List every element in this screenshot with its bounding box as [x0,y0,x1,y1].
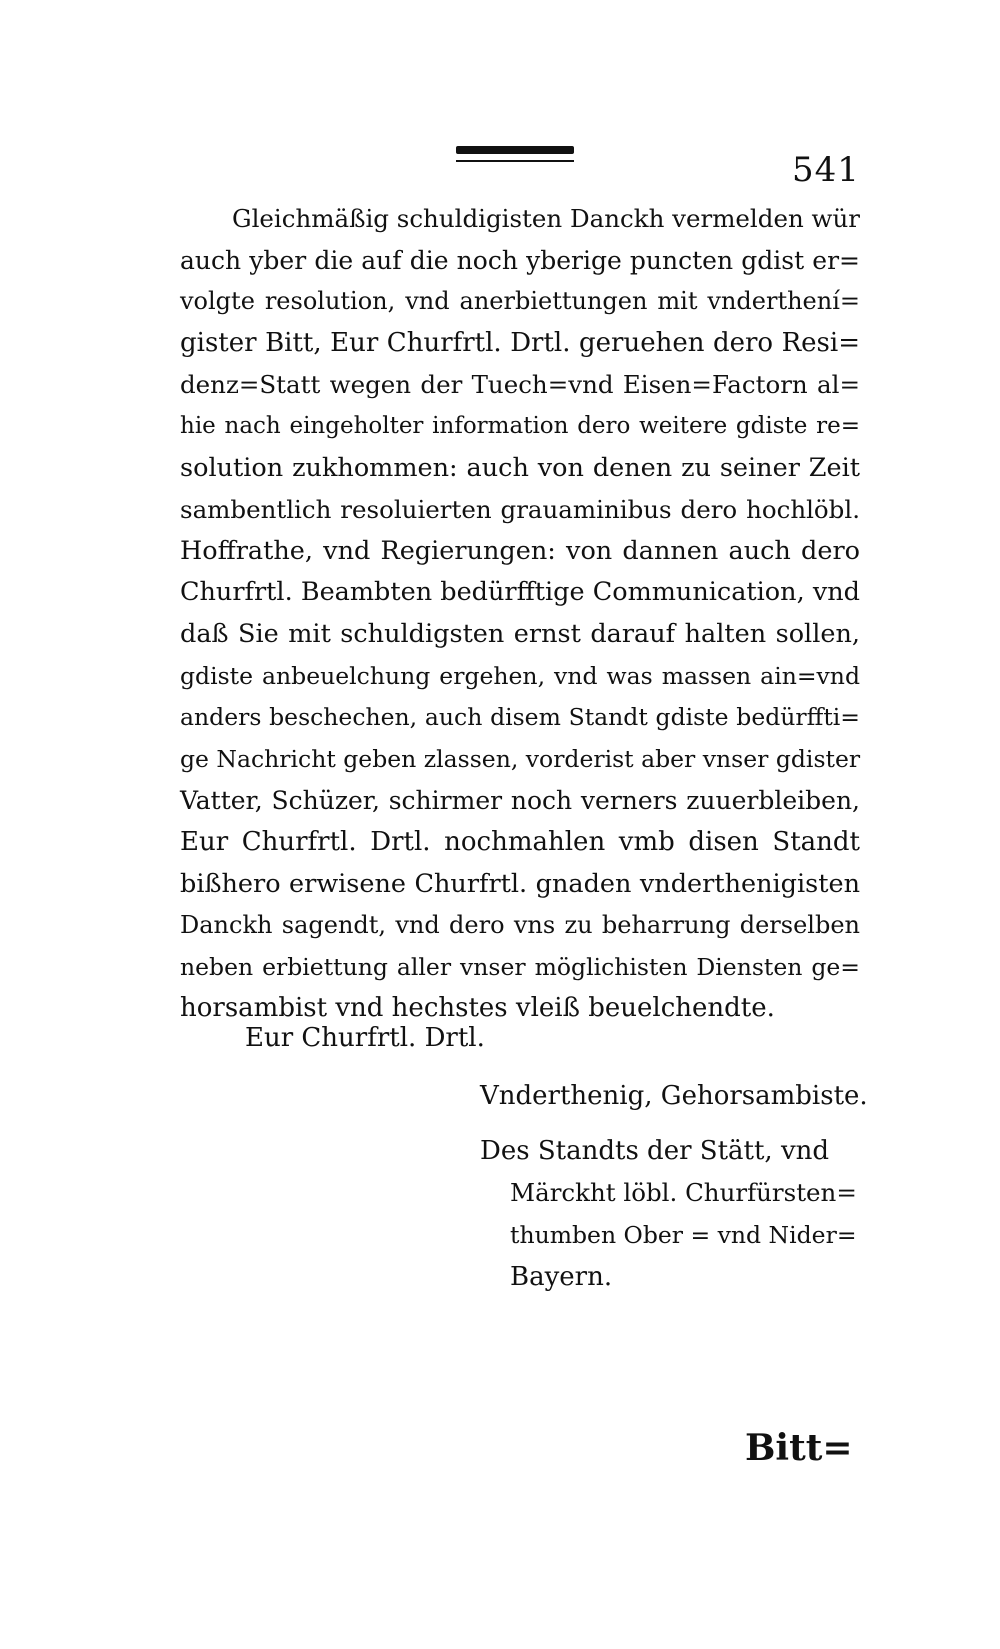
header-rule [456,146,574,164]
body-line: horsambist vnd hechstes vleiß beuelchendte. [180,993,775,1024]
body-line: denz=Statt wegen der Tuech=vnd Eisen=Factorn al= [180,370,860,400]
body-line: daß Sie mit schuldigsten ernst darauf halten sollen, [180,618,860,649]
body-line: volgte resolution, vnd anerbiettungen mit vnderthení= [180,287,860,316]
body-line: gdiste anbeuelchung ergehen, vnd was massen ain=vnd [180,661,860,690]
page-number: 541 [792,150,860,190]
signature-block [480,1130,860,1298]
body-line: anders beschechen, auch disem Standt gdiste bedürffti= [180,703,860,732]
body-line: Hoffrathe, vnd Regierungen: von dannen auch dero [180,535,860,566]
body-line: solution zukhommen: auch von denen zu seiner Zeit [180,452,860,483]
body-line: ge Nachricht geben zlassen, vorderist aber vnser gdister [180,744,861,773]
body-line: Gleichmäßig schuldigisten Danckh vermelden wür [232,204,860,233]
body-line: Eur Churfrtl. Drtl. nochmahlen vmb disen Standt [180,826,860,857]
body-line: neben erbiettung aller vnser möglichisten Diensten ge= [180,952,860,981]
header-rule-thick [456,146,574,154]
signoff: Vnderthenig, Gehorsambiste. [480,1081,868,1111]
body-line: Churfrtl. Beambten bedürfftige Communication, vnd [180,577,860,608]
body-line: bißhero erwisene Churfrtl. gnaden vnderthenigisten [180,868,860,899]
catchword: Bitt= [745,1427,853,1469]
body-line: gister Bitt, Eur Churfrtl. Drtl. geruehen dero Resi= [180,327,860,358]
signature-line: Des Standts der Stätt, vnd [480,1136,830,1166]
body-line: hie nach eingeholter information dero weitere gdiste re= [180,412,860,439]
body-line: Vatter, Schüzer, schirmer noch verners zuuerbleiben, [180,786,860,816]
header-rule-thin [456,160,574,162]
signature-line: Märckht löbl. Churfürsten= [510,1178,857,1207]
signature-line: Bayern. [510,1262,613,1292]
body-paragraph [180,198,860,1030]
body-line: auch yber die auf die noch yberige puncten gdist er= [180,245,860,275]
signature-line: thumben Ober = vnd Nider= [510,1221,857,1249]
body-line: sambentlich resoluierten grauaminibus dero hochlöbl. [180,495,860,525]
body-line: Danckh sagendt, vnd dero vns zu beharrung derselben [180,911,860,940]
salutation: Eur Churfrtl. Drtl. [245,1023,485,1053]
